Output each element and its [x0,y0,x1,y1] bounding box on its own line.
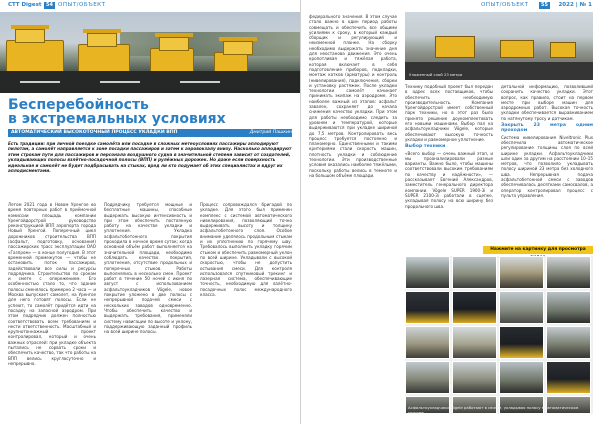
video-thumbnail[interactable] [499,291,544,324]
subheadline: АВТОМАТИЧЕСКИЙ ВЫСОКОТОЧНЫЙ ПРОЦЕСС УКЛАДКИ ВПП [11,130,178,135]
video-thumbnail[interactable] [546,361,591,394]
photo-caption: Уложенный слой 23 метра [409,72,463,77]
article-headline: Бесперебойность в экстремальных условиях [8,97,226,127]
video-thumbnail[interactable] [499,361,544,394]
body-column: Процесс сопровождался бригадой по укладке. Для этого был применен комплекс с системой автоматического нивелирования, позволяющий точно выдерживать высоту и толщину асфальтобетонного слоя. Особое внимание уделялось продольным стыкам и их уплотнению по горячему шву. Требовалось выполнить укладку горячим стыком и обеспечить равномерный уклон по всей ширине. Укладывали с высокой скоростью, чтобы не допустить остывания смеси. Для контроля использовался спутниковый трекинг и лазерная система, обеспечивающие точность, необходимую для взлётно-посадочных полос международного класса. [200,202,292,298]
section-subhead: Закрыть 23 метра одним проходом [501,123,593,134]
body-column: детальной информацию, позволившей сохранить качество укладки. Этот вопрос, как правило, стоит на первом месте при выборе машин для аэродромных работ. Высокая точность укладки обеспечивается выравниванием по натянутому тросу и датчикам. Закрыть 23 метра одним проходом Система нивелирования Niveltronic Plus обеспечила автоматическое регулирование толщины слоя по всей ширине укладки. Асфальтоукладчики шли один за другим на расстоянии 10–15 метров, что позволило укладывать полосу шириной 23 метра без холодного шва. Непрерывная подача асфальтобетонной смеси с заводов обеспечивалась десятками самосвалов, а оператор контролировал процесс с пульта управления. [501,84,593,198]
paver-machine [435,36,475,58]
video-thumbnail[interactable] [452,256,497,289]
right-page-header [301,0,600,11]
road-marking [100,81,140,83]
road-marking [180,81,220,83]
video-thumbnail[interactable] [405,291,450,324]
video-thumbnail[interactable] [546,256,591,289]
video-thumbnail[interactable] [452,291,497,324]
author-byline: Дмитрий Пашкин [249,130,292,135]
paver-machine [6,40,64,74]
right-page [300,0,600,424]
body-column: федерального значения. В этом случае стало важно в один период работы совмещать и обеспечить все общими усилиями к сроку, в который каждый сборщик и регулирующий и неизменной планке. На сборку необходимо выдержать значение дня для неостанова движения. Это очень кропотливая и тяжёлая работа, которая включает в себя подготовление приборов, подкладки, монтаж катков (арматуры) и контроль (нивелирования), подключения, сборки и установку растяжек. После укладки технологии самолёт начинает принимать экипаж на аэродроме. Это наиболее важный из этапов: асфальт завален, сохраняет до начала снижения качество укладки. При этом для работы необходимо следить за уровнем и температурой, которые выдерживаются при укладке шириной до 7,5 метров. Контролировать весь процесс требуется постоянно и планомерно. Единственными и такими критериями стали скорость машин, плотность укладки и соблюдение технологии. Эти производственные условия оказались наиболее тяжёлыми, поскольку работы велись в темноте и на большом объёме площади. [309,14,397,178]
video-thumbnail[interactable] [405,256,450,289]
paver-machine [78,44,130,74]
body-column: Летом 2021 года в Новом Уренгое во время повторных работ в приёмочной комиссии площадь компании Уренгойдорстрой руководство реконструкцией ВПП аэропорта города Новый Уренгой. Поперечный цикл дорожников строительства ВПП (асфальт, подготовку, основания) пассажирских трасс эксплуатации ОАО «Газпром» — в конце полугодия. В этот временной промежуток — чтобы не остановить поток пассажиров, задействовали все силы и ресурсы подрядчика. Строительство по срокам и смете с опережением. Его особенностью стало то, что здание полосы сменялось примерно 2 часа — и Москва выпускает самолет, на Уренгое для него готовят полосы. Если не успеют, то самолёт придётся идти на посадку на запасной аэродром. При этом подрядчик должен полностью соответствовать всем требованиям и нести ответственность. Масштабный и крупнотоннажный проект контролировал, который и очень важных отраслей: при укладке объекта пытались не сорвать сроки и обеспечить качество, так что работы на ВПП велись круглосуточно и непрерывно. [8,202,96,366]
road-marking [20,81,60,83]
video-thumbnail[interactable] [405,361,450,394]
paver-machine [550,42,576,58]
hero-photo-pavers [0,12,300,93]
brand-logo[interactable]: СТТ Digest [8,2,42,8]
video-thumbnail[interactable] [499,326,544,359]
video-thumbnail[interactable] [452,361,497,394]
body-column: Подрядчику требуется мощные и бесплатные машины, способные выдержать высокую интенсивность и при этом обеспечить постоянную работу на качестве укладки и уплотнения. Укладка асфальтобетонного покрытия проходила в ночное время суток; когда основной объём работ выполняется на значительной площади, необходимо соблюдать качество покрытия, уплотнения, отсутствие продольных и поперечных стыков. Работы выполнялись в несколько смен. Проект работ в течение 50 ночей с июня по август с использованием асфальтоукладчиков Vögele, новое покрытие уложено в две полосы с непрерывной подачей смеси с нескольких заводов одновременно. Чтобы обеспечить качество и выдержать требования, применяли систему навигации по высоте и уклону, поддерживающую заданный профиль на всей ширине полосы. [104,202,192,335]
article-lead: Есть традиции: при личной поездке самолёта или посадке в сложных метеоусловиях пассажиры аплодируют пилотам, а самолёт направляется к зоне посадки пассажиров и затем к аэровокзалу внизу. Насколько аплодируют этим строкам пути для пассажиров и персонала воздушного судна в значительной степени зависит от создателей, укладывающих полосы взлётно-посадочной полосы (ВПП) и рулёжных дорожек. Но даже если поверхность идеальная и самолёт не будет подбрасывать на стыках, вряд ли кто подумает об этих специалистах и вдруг их аплодисментами. [8,141,292,174]
video-thumbnail[interactable] [546,291,591,324]
body-column: Технику подобный проект был передан в адрес всех поставщиков, чтобы обеспечить необходимую производительность. Компания Уренгойдорстрой имеет собственный парк техники, но в этот раз было принято решение доукомплектовать его новыми машинами. Выбор пал на асфальтоукладчики Vögele, которые обеспечивают высокую точность укладки и равномерное уплотнение. Выбор техники «Всего выбор — очень важный этап, и мы проанализировали разные варианты. Важно было, чтобы машины соответствовали высоким требованиям по качеству и надёжности», — рассказывает Евгений Александров, заместитель генерального директора компании. Vögele SUPER 1900-3i и SUPER 2100-3i работали в сцепке, укладывая полосу на всю ширину без продольного шва. [405,84,493,209]
video-thumbnail[interactable] [499,256,544,289]
treeline [120,32,300,56]
video-thumbnail[interactable] [546,326,591,359]
video-thumbnail[interactable] [405,326,450,359]
left-page-header [0,0,300,11]
video-link-callout[interactable]: Нажмите на картинку для просмотра [483,246,593,254]
page-number: 54 [46,2,53,8]
section-label: ОПЫТ/ОБЪЕКТ [58,2,106,8]
photo-caption: Асфальтоукладчики Vögele работают в связке, укладывая полосу в автоматическом режиме [408,405,579,415]
section-subhead: Выбор техники [405,144,446,150]
issue-label: 2022 | № 1 [558,2,592,8]
video-thumbnail[interactable] [452,326,497,359]
page-number: 55 [541,2,548,8]
section-label: ОПЫТ/ОБЪЕКТ [481,2,529,8]
paver-machine [500,40,534,58]
photo-runway-paving [405,12,593,80]
video-thumbnail-grid[interactable] [405,256,593,414]
